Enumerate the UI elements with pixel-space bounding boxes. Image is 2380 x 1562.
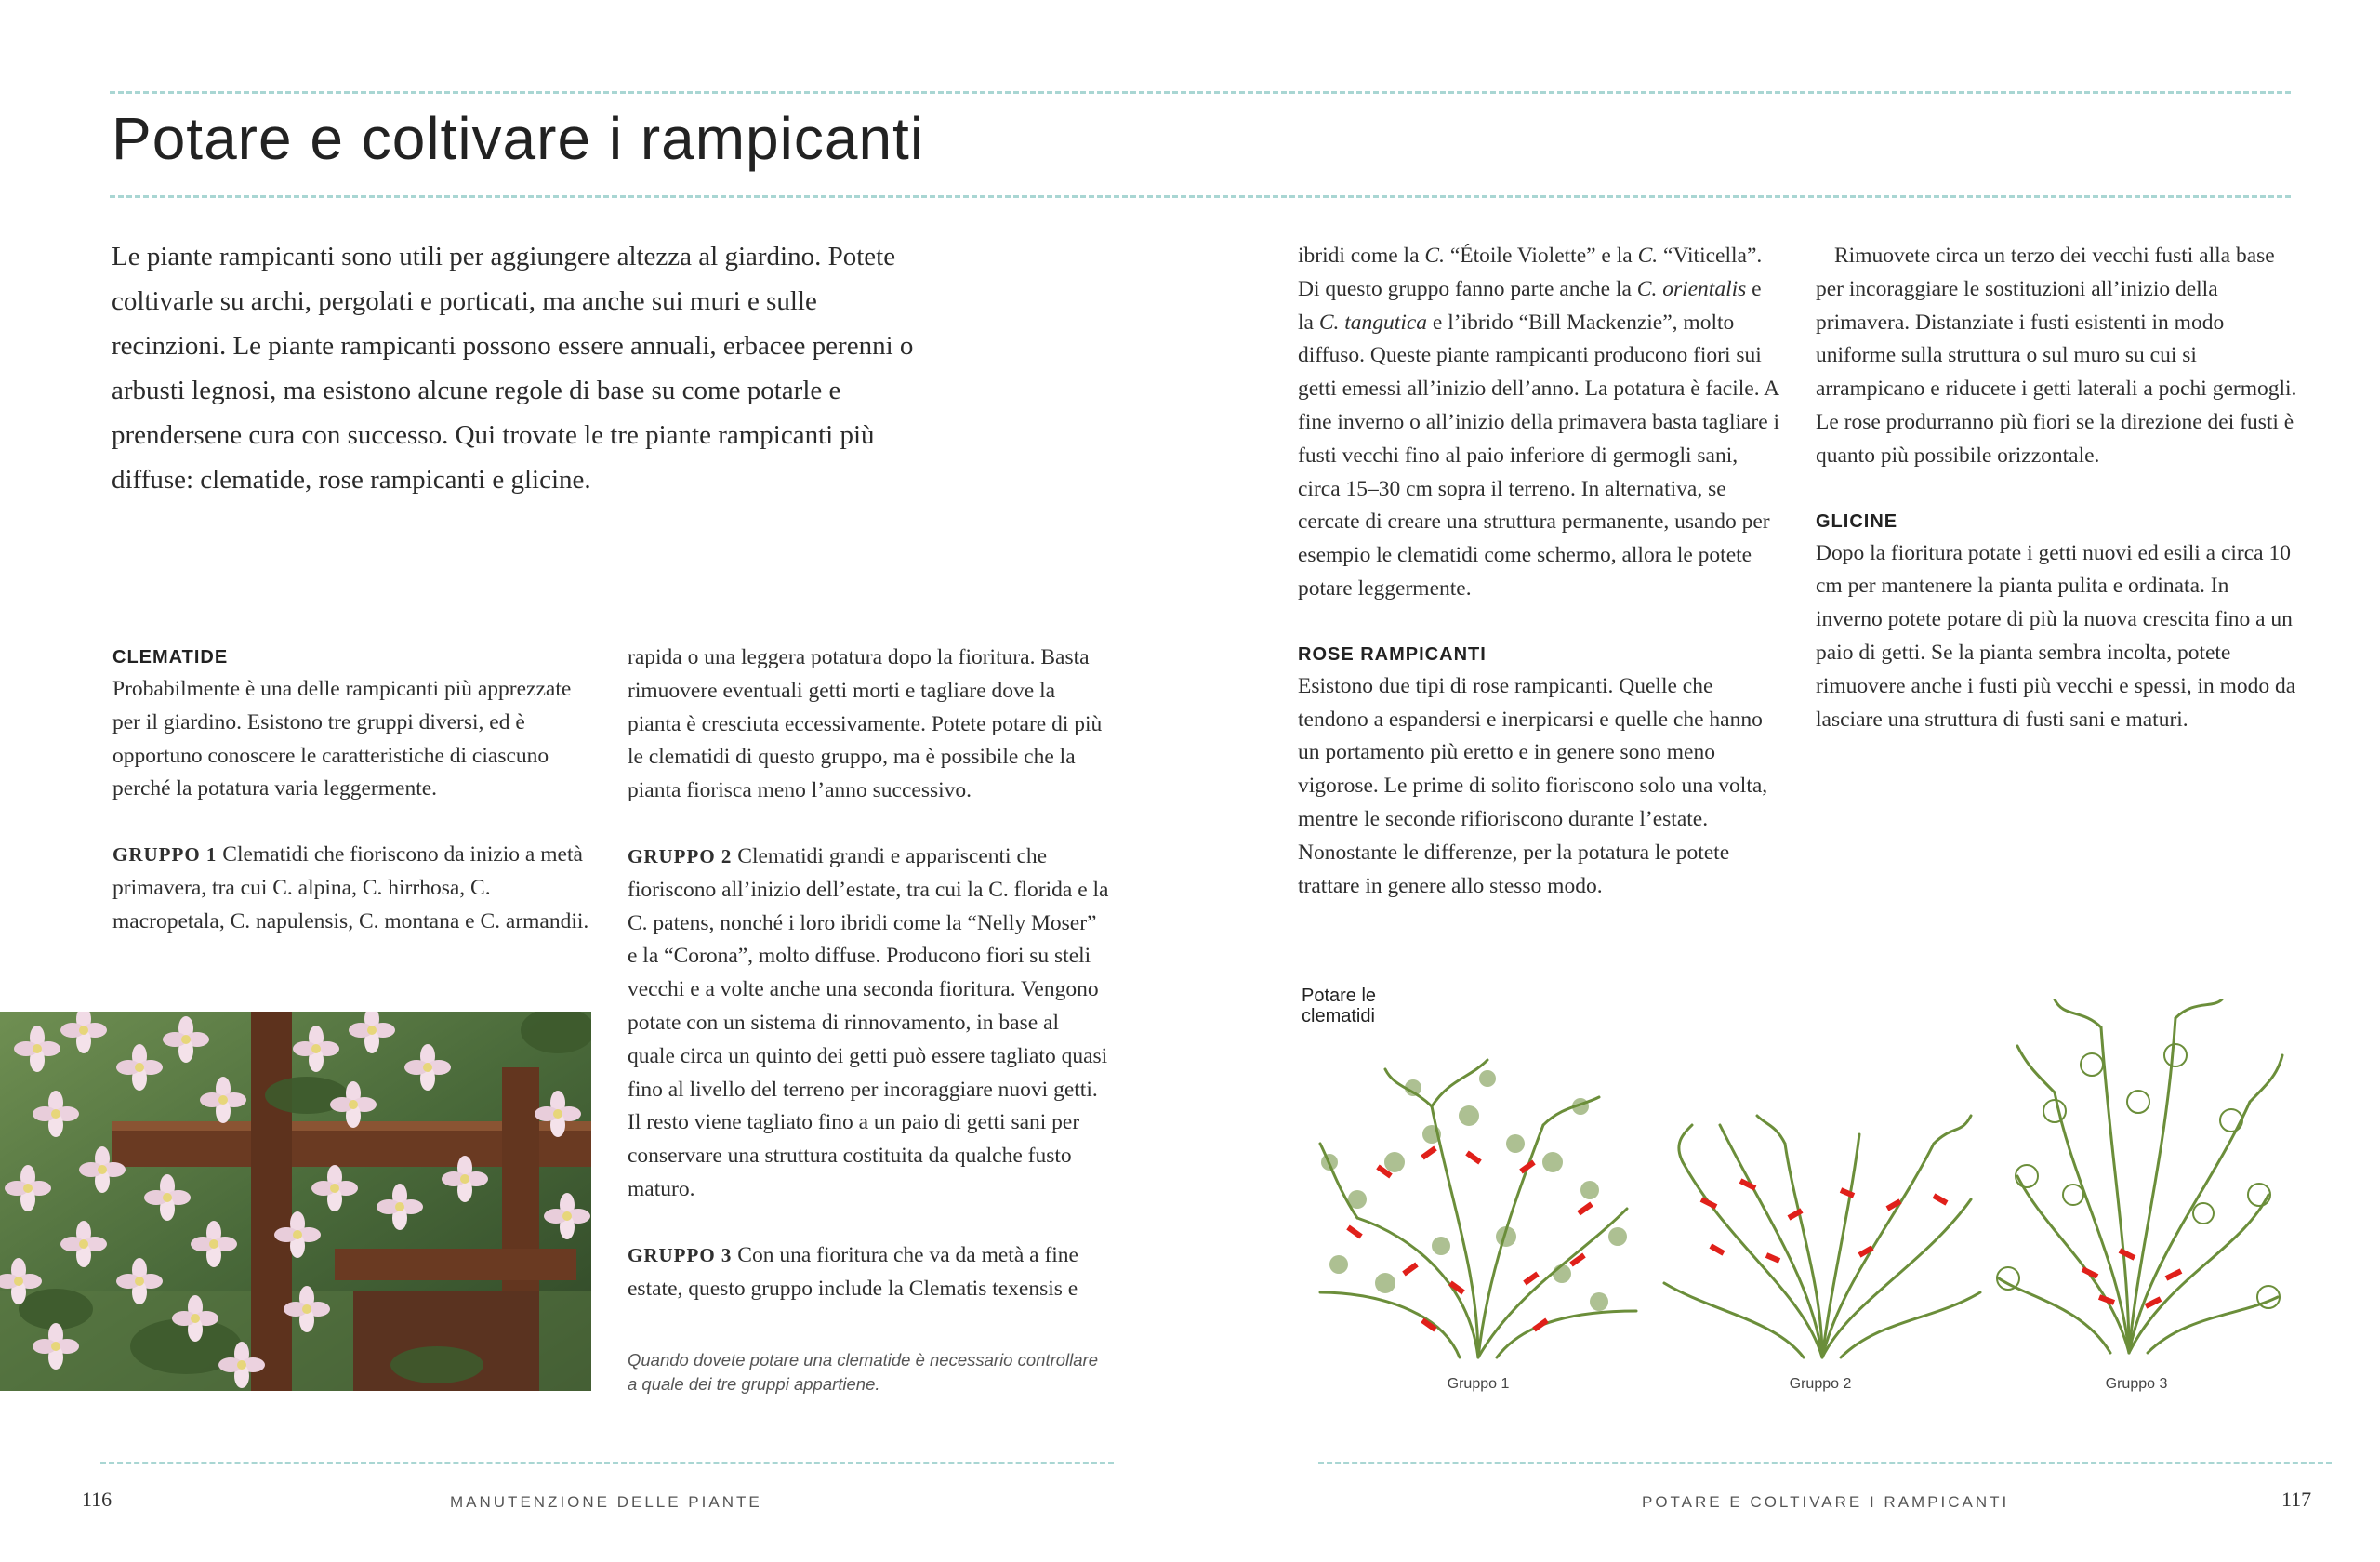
- rose-heading: ROSE RAMPICANTI: [1298, 643, 1487, 665]
- clematide-heading: CLEMATIDE: [112, 647, 229, 668]
- intro-paragraph: Le piante rampicanti sono utili per aggiungere altezza al giardino. Potete coltivarle su archi, pergolati e porticati, ma anche sui muri e sulle recinzioni. Le piante rampicanti possono essere annuali, erbacee perenni o arbusti legnosi, ma esistono alcune regole di base su come potarle e prendersene cura con successo. Qui trovate le tre piante rampicanti più diffuse: clematide, rose rampicanti e glicine.: [112, 242, 914, 495]
- column-1: [112, 642, 596, 938]
- label-gruppo2: Gruppo 2: [1789, 1376, 1852, 1392]
- gruppo1-label: GRUPPO 1: [112, 843, 218, 867]
- clematide-intro: Probabilmente è una delle rampicanti più apprezzate per il giardino. Esistono tre gruppi diversi, ed è opportuno conoscere le caratteristiche di ciascuno perché la potatura varia leggermente.: [112, 677, 572, 801]
- rose-section: [1298, 639, 1781, 904]
- clematis-group3-illustration: [1990, 999, 2287, 1362]
- gruppo3-text: Con una fioritura che va da metà a fine estate, questo gruppo include la Clematis texensis e: [628, 1242, 1078, 1301]
- clematis-group1-illustration: [1302, 1051, 1655, 1367]
- running-head-right: POTARE E COLTIVARE I RAMPICANTI: [1642, 1493, 2010, 1511]
- footer-rule-right: [1318, 1462, 2332, 1464]
- page-number-right: 117: [2281, 1488, 2312, 1511]
- label-gruppo3: Gruppo 3: [2105, 1376, 2168, 1392]
- title-rule: [110, 195, 2291, 198]
- photo-caption: Quando dovete potare una clematide è necessario controllare a quale dei tre gruppi appartiene.: [628, 1350, 1098, 1394]
- gruppo3-continued: ibridi come la C. “Étoile Violette” e la C. “Viticella”. Di questo gruppo fanno parte anche la C. orientalis e la C. tangutica e l’ibrido “Bill Mackenzie”, molto diffuso. Queste piante rampicanti producono fiori sui getti emessi all’inizio dell’anno. La potatura è facile. A fine inverno o all’inizio della primavera basta tagliare i fusti vecchi fino al paio inferiore di germogli sani, circa 15–30 cm sopra il terreno. In alternativa, se cercate di creare una struttura permanente, usando per esempio le clematidi come schermo, allora le potete potare leggermente.: [1298, 244, 1780, 601]
- clematis-photo: [0, 1012, 591, 1391]
- gruppo2-text: Clematidi grandi e appariscenti che fioriscono all’inizio dell’estate, tra cui la C. florida e la C. patens, nonché i loro ibridi come la “Nelly Moser” e la “Corona”, molto diffuse. Producono fiori su steli vecchi e a volte anche una seconda fioritura. Vengono potate con un sistema di rinnovamento, in base al quale circa un quinto dei getti può essere tagliato quasi fino al livello del terreno per incoraggiare nuovi getti. Il resto viene tagliato fino a un paio di getti sani per conservare una struttura costituita da qualche fusto maturo.: [628, 843, 1109, 1201]
- running-head-left: MANUTENZIONE DELLE PIANTE: [450, 1493, 762, 1511]
- glicine-heading: GLICINE: [1816, 510, 1898, 532]
- illustration-title: Potare le clematidi: [1302, 986, 1377, 1026]
- glicine-text: Dopo la fioritura potate i getti nuovi ed esili a circa 10 cm per mantenere la pianta pulita e ordinata. In inverno potete potare di più la nuova crescita fino a un paio di getti. Se la pianta sembra incolta, potete rimuovere anche i fusti più vecchi e spessi, in modo da lasciare una struttura di fusti sani e maturi.: [1816, 540, 2296, 732]
- rose-continued: Rimuovete circa un terzo dei vecchi fusti alla base per incoraggiare le sostituzioni all’inizio della primavera. Distanziate i fusti esistenti in modo uniforme sulla struttura o sul muro su cui si arrampicano e riducete i getti laterali a pochi germogli. Le rose produrranno più fiori se la direzione dei fusti è quanto più possibile orizzontale.: [1816, 244, 2297, 468]
- rose-text: Esistono due tipi di rose rampicanti. Quelle che tendono a espandersi e inerpicarsi e quelle che hanno un portamento più eretto e in genere sono meno vigorose. Le prime di solito fioriscono solo una volta, mentre le seconde rifioriscono durante l’estate. Nonostante le differenze, per la potatura le potete trattare in genere allo stesso modo.: [1298, 673, 1768, 898]
- column-3: [1298, 240, 1781, 903]
- glicine-section: [1816, 506, 2299, 737]
- top-rule: [110, 91, 2291, 94]
- gruppo2-paragraph: [628, 841, 1111, 1207]
- footer-rule-left: [100, 1462, 1114, 1464]
- gruppo1-text: Clematidi che fioriscono da inizio a metà primavera, tra cui C. alpina, C. hirrhosa, C. macropetala, C. napulensis, C. montana e C. armandii.: [112, 842, 589, 933]
- page-number-left: 116: [82, 1488, 112, 1511]
- gruppo1-continued: rapida o una leggera potatura dopo la fioritura. Basta rimuovere eventuali getti morti e tagliare dove la pianta è cresciuta eccessivamente. Potete potare di più le clematidi di questo gruppo, ma è possibile che la pianta fiorisca meno l’anno successivo.: [628, 645, 1103, 803]
- clematis-group2-illustration: [1655, 1106, 1990, 1367]
- gruppo3-label: GRUPPO 3: [628, 1243, 733, 1266]
- page-title: Potare e coltivare i rampicanti: [112, 105, 925, 172]
- column-2: [628, 642, 1111, 1306]
- gruppo2-label: GRUPPO 2: [628, 844, 733, 867]
- label-gruppo1: Gruppo 1: [1447, 1376, 1510, 1392]
- column-4: [1816, 240, 2299, 736]
- gruppo1-paragraph: [112, 839, 596, 938]
- gruppo3-paragraph: [628, 1239, 1111, 1306]
